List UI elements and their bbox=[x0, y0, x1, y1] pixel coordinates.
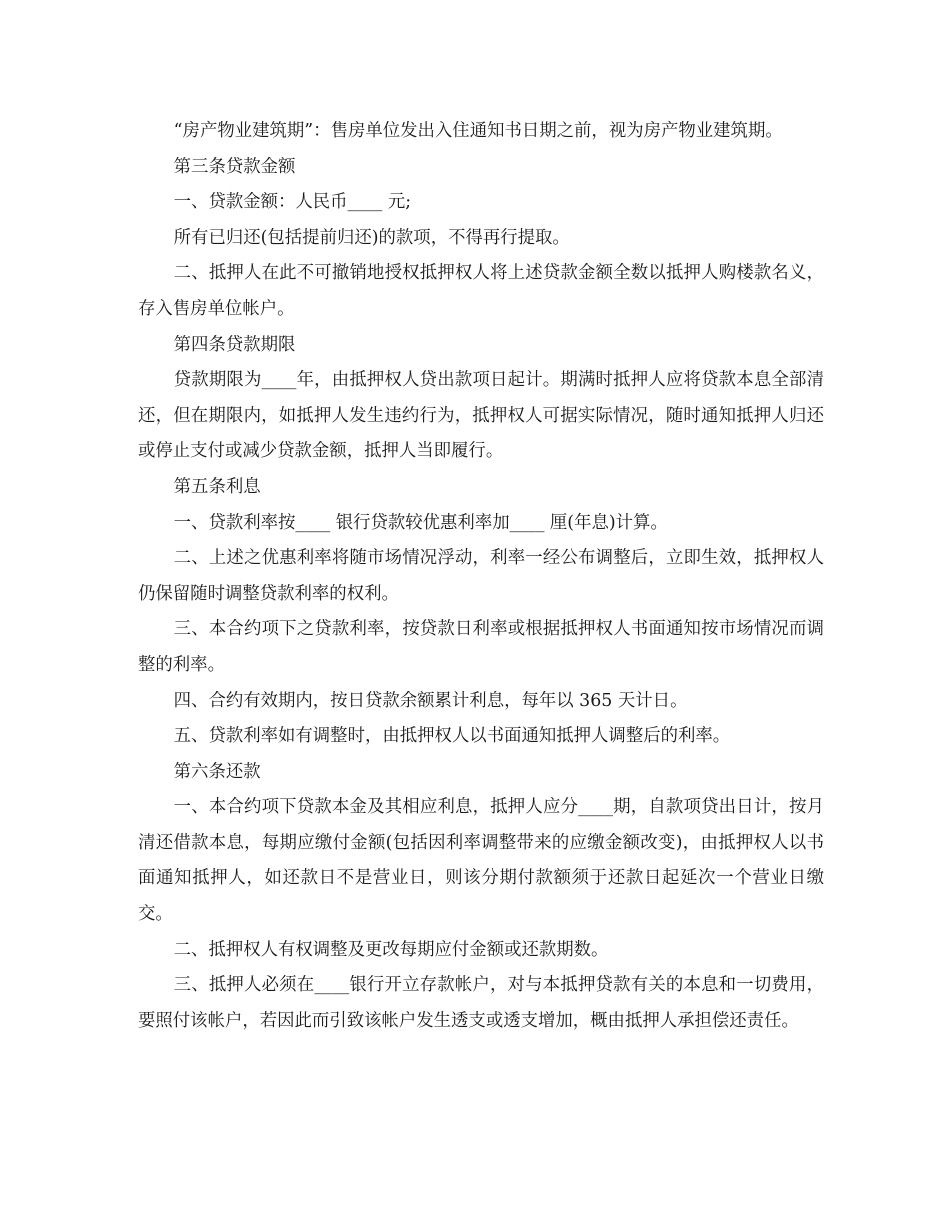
article-3-heading: 第三条贷款金额 bbox=[173, 156, 296, 177]
article-4-heading: 第四条贷款期限 bbox=[173, 334, 296, 355]
paragraph: 一、贷款利率按____ 银行贷款较优惠利率加____ 厘(年息)计算。 bbox=[173, 512, 668, 533]
paragraph: 四、合约有效期内，按日贷款余额累计利息，每年以 365 天计日。 bbox=[173, 690, 688, 711]
paragraph-definition: “房产物业建筑期”：售房单位发出入住通知书日期之前，视为房产物业建筑期。 bbox=[173, 121, 783, 141]
paragraph: 二、上述之优惠利率将随市场情况浮动，利率一经公布调整后，立即生效，抵押权人仍保留随时调整贷款利率的权利。 bbox=[138, 548, 824, 604]
paragraph: 五、贷款利率如有调整时，由抵押权人以书面通知抵押人调整后的利率。 bbox=[173, 726, 731, 747]
paragraph: 所有已归还(包括提前归还)的款项，不得再行提取。 bbox=[173, 227, 570, 248]
paragraph: 二、抵押权人有权调整及更改每期应付金额或还款期数。 bbox=[173, 939, 609, 960]
paragraph: 三、抵押人必须在____银行开立存款帐户，对与本抵押贷款有关的本息和一切费用，要照付该帐户，若因此而引致该帐户发生透支或透支增加，概由抵押人承担偿还责任。 bbox=[138, 975, 824, 1031]
paragraph: 一、本合约项下贷款本金及其相应利息，抵押人应分____期，自款项贷出日计，按月清还借款本息，每期应缴付金额(包括因利率调整带来的应缴金额改变)，由抵押权人以书面通知抵押人，如还款日不是营业日，则该分期付款额须于还款日起延次一个营业日缴交。 bbox=[138, 797, 824, 925]
paragraph: 贷款期限为____年，由抵押权人贷出款项日起计。期满时抵押人应将贷款本息全部清还，但在期限内，如抵押人发生违约行为，抵押权人可据实际情况，随时通知抵押人归还或停止支付或减少贷款金额，抵押人当即履行。 bbox=[138, 370, 824, 462]
article-5-heading: 第五条利息 bbox=[173, 476, 261, 497]
paragraph: 一、贷款金额：人民币____ 元; bbox=[173, 192, 412, 213]
paragraph: 二、抵押人在此不可撤销地授权抵押权人将上述贷款金额全数以抵押人购楼款名义，存入售房单位帐户。 bbox=[138, 263, 824, 319]
paragraph: 三、本合约项下之贷款利率，按贷款日利率或根据抵押权人书面通知按市场情况而调整的利率。 bbox=[138, 619, 824, 675]
article-6-heading: 第六条还款 bbox=[173, 761, 261, 782]
document-body bbox=[138, 114, 824, 1039]
